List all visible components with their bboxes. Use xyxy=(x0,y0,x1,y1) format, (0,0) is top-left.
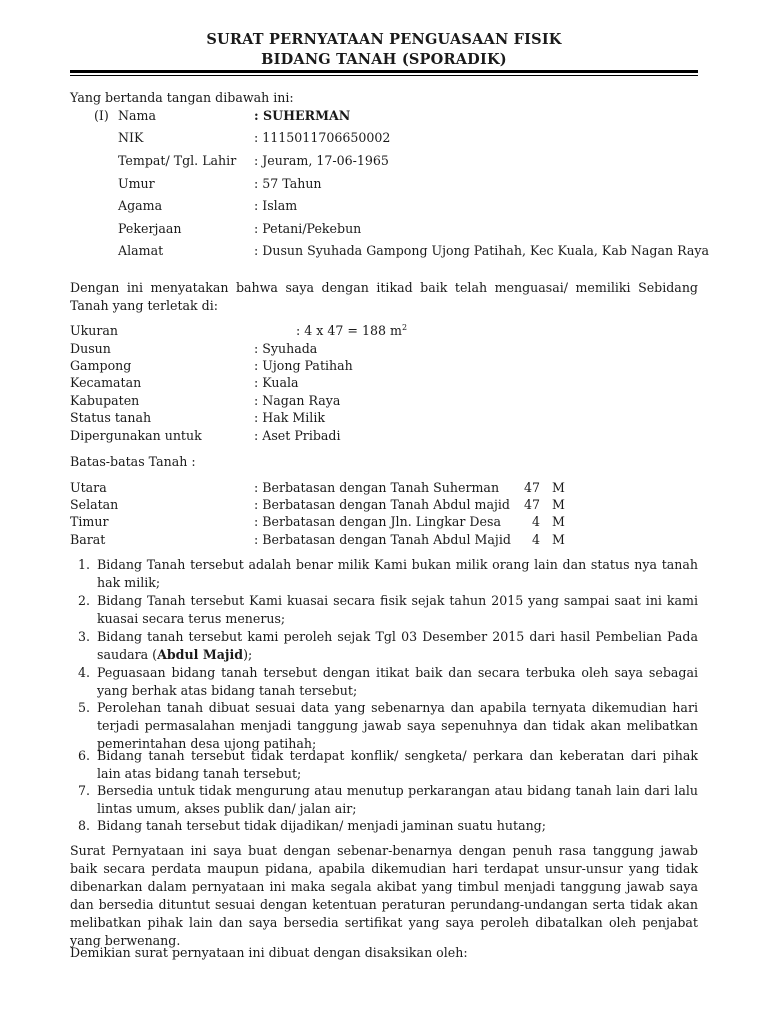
point-number: 3. xyxy=(78,629,91,644)
point-number: 1. xyxy=(78,557,91,572)
person-label: Tempat/ Tgl. Lahir xyxy=(118,153,237,168)
title-rule-thin xyxy=(70,75,698,76)
land-label: Gampong xyxy=(70,358,132,373)
boundary-label: Timur xyxy=(70,514,109,529)
land-value: : Kuala xyxy=(254,375,299,390)
point-text: Bidang tanah tersebut tidak dijadikan/ menjadi jaminan suatu hutang; xyxy=(97,818,546,833)
intro-text: Yang bertanda tangan dibawah ini: xyxy=(70,90,294,105)
land-label: Dusun xyxy=(70,341,111,356)
boundary-length: 4 xyxy=(531,514,540,529)
person-label: NIK xyxy=(118,130,144,145)
point-number: 7. xyxy=(78,783,91,798)
document-title-line2: BIDANG TANAH (SPORADIK) xyxy=(261,51,507,68)
boundary-value: : Berbatasan dengan Tanah Abdul Majid xyxy=(254,532,511,547)
closing-paragraph: Surat Pernyataan ini saya buat dengan sebenar-benarnya dengan penuh rasa tanggung jawab baik secara perdata maupun pidana, apabila dikemudian hari terdapat unsur-unsur yang tidak dibenarkan dalam pernyataan ini maka segala akibat yang timbul menjadi tanggung jawab saya dan bersedia dituntut sesuai dengan ketentuan peraturan perundang-undangan serta tidak akan melibatkan pihak lain dan saya bersedia sertifikat yang saya peroleh dibatalkan oleh penjabat yang berwenang. xyxy=(70,843,698,948)
point-text: Bidang Tanah tersebut Kami kuasai secara fisik sejak tahun 2015 yang sampai saat ini kami kuasai secara terus menerus; xyxy=(97,593,698,626)
boundary-unit: M xyxy=(552,532,565,547)
person-value: : Petani/Pekebun xyxy=(254,221,362,236)
land-value: : Aset Pribadi xyxy=(254,428,341,443)
point-number: 4. xyxy=(78,665,91,680)
boundary-value: : Berbatasan dengan Tanah Abdul majid xyxy=(254,497,510,512)
document-title-line1: SURAT PERNYATAAN PENGUASAAN FISIK xyxy=(206,31,562,48)
point-text: Bidang tanah tersebut tidak terdapat konflik/ sengketa/ perkara dan keberatan dari pihak lain atas bidang tanah tersebut; xyxy=(97,748,698,781)
person-label: Pekerjaan xyxy=(118,221,182,236)
person-label: Nama xyxy=(118,108,156,123)
person-label: Alamat xyxy=(118,243,164,258)
person-value: : 1115011706650002 xyxy=(254,130,391,145)
boundary-value: : Berbatasan dengan Tanah Suherman xyxy=(254,480,500,495)
boundary-unit: M xyxy=(552,480,565,495)
person-value: : Dusun Syuhada Gampong Ujong Patihah, Kec Kuala, Kab Nagan Raya xyxy=(254,243,710,258)
boundary-label: Barat xyxy=(70,532,106,547)
land-value: : Hak Milik xyxy=(254,410,325,425)
land-label: Kecamatan xyxy=(70,375,142,390)
boundary-unit: M xyxy=(552,497,565,512)
statement-intro: Dengan ini menyatakan bahwa saya dengan itikad baik telah menguasai/ memiliki Sebidang Tanah yang terletak di: xyxy=(70,280,698,313)
point-text: Perolehan tanah dibuat sesuai data yang sebenarnya dan apabila ternyata dikemudian hari terjadi permasalahan menjadi tanggung jawab saya sepenuhnya dan tidak akan melibatkan pemerintahan desa ujong patihah; xyxy=(97,700,698,751)
land-label: Dipergunakan untuk xyxy=(70,428,202,443)
boundary-value: : Berbatasan dengan Jln. Lingkar Desa xyxy=(254,514,501,529)
land-label: Kabupaten xyxy=(70,393,140,408)
point-number: 2. xyxy=(78,593,91,608)
person-value: : 57 Tahun xyxy=(254,176,322,191)
land-size-label: Ukuran xyxy=(70,323,118,338)
person-value: : Jeuram, 17-06-1965 xyxy=(254,153,389,168)
witness-line: Demikian surat pernyataan ini dibuat dengan disaksikan oleh: xyxy=(70,945,468,960)
land-size-exponent: 2 xyxy=(401,323,408,332)
point-text: Bersedia untuk tidak mengurung atau menutup perkarangan atau bidang tanah lain dari lalu lintas umum, akses publik dan/ jalan air; xyxy=(97,783,698,816)
point-text: Peguasaan bidang tanah tersebut dengan itikat baik dan secara terbuka oleh saya sebagai yang berhak atas bidang tanah tersebut; xyxy=(97,665,698,698)
point-number: 8. xyxy=(78,818,91,833)
boundaries-heading: Batas-batas Tanah : xyxy=(70,454,196,469)
boundary-length: 4 xyxy=(531,532,540,547)
point-number: 5. xyxy=(78,700,91,715)
person-value: : SUHERMAN xyxy=(254,108,351,123)
boundary-label: Selatan xyxy=(70,497,119,512)
point-number: 6. xyxy=(78,748,91,763)
land-value: : Syuhada xyxy=(254,341,318,356)
boundary-unit: M xyxy=(552,514,565,529)
land-label: Status tanah xyxy=(70,410,152,425)
person-label: Umur xyxy=(118,176,155,191)
seller-name: Abdul Majid xyxy=(157,647,244,662)
land-value: : Nagan Raya xyxy=(254,393,341,408)
title-rule-thick xyxy=(70,70,698,73)
boundary-length: 47 xyxy=(523,497,540,512)
point-text: Bidang Tanah tersebut adalah benar milik Kami bukan milik orang lain dan status nya tanah hak milik; xyxy=(97,557,698,590)
land-size-value: : 4 x 47 = 188 $m^2$ xyxy=(296,323,408,338)
boundary-label: Utara xyxy=(70,480,107,495)
land-value: : Ujong Patihah xyxy=(254,358,353,373)
person-index: (I) xyxy=(94,108,109,123)
person-label: Agama xyxy=(118,198,163,213)
point-text: Bidang tanah tersebut kami peroleh sejak Tgl 03 Desember 2015 dari hasil Pembelian Pada saudara (Abdul Majid); xyxy=(97,629,698,662)
person-value: : Islam xyxy=(254,198,298,213)
boundary-length: 47 xyxy=(523,480,540,495)
